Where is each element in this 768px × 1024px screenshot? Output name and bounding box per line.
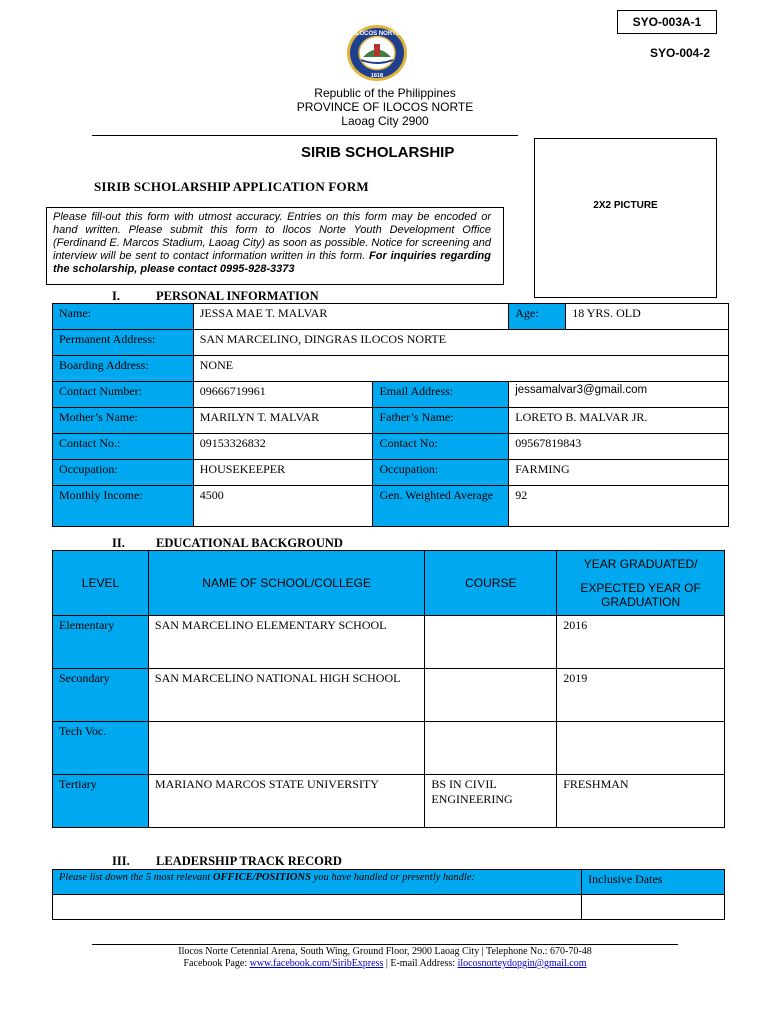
form-code-secondary: SYO-004-2	[650, 46, 711, 60]
header-province: PROVINCE OF ILOCOS NORTE	[296, 100, 474, 114]
course-cell[interactable]	[425, 722, 557, 775]
age-field[interactable]: 18 YRS. OLD	[566, 304, 729, 330]
year-cell[interactable]: 2016	[557, 616, 725, 669]
level-cell: Secondary	[53, 669, 149, 722]
permanent-address-field[interactable]: SAN MARCELINO, DINGRAS ILOCOS NORTE	[193, 330, 728, 356]
form-subtitle: SIRIB SCHOLARSHIP APPLICATION FORM	[94, 179, 369, 194]
inclusive-dates-header: Inclusive Dates	[582, 870, 725, 895]
col-school: NAME OF SCHOOL/COLLEGE	[148, 551, 424, 616]
gwa-field[interactable]: 92	[509, 486, 729, 527]
level-cell: Tech Voc.	[53, 722, 149, 775]
boarding-address-field[interactable]: NONE	[193, 356, 728, 382]
section-personal-heading	[112, 289, 319, 304]
mother-occupation-field[interactable]: HOUSEKEEPER	[193, 460, 373, 486]
dates-cell[interactable]	[582, 895, 725, 920]
school-cell[interactable]	[148, 722, 424, 775]
father-occupation-field[interactable]: FARMING	[509, 460, 729, 486]
level-cell: Tertiary	[53, 775, 149, 828]
mother-contact-field[interactable]: 09153326832	[193, 434, 373, 460]
section-title: PERSONAL INFORMATION	[156, 289, 319, 303]
instructions-text: Please fill-out this form with utmost accuracy. Entries on this form may be encoded or hand written. Please submit this form to Ilocos Norte Youth Development Office (Ferdinand E. Marcos Stadium, Laoag City) as soon as possible. Notice for screening and interview will be sent to contact information written in this form.	[53, 211, 491, 262]
section-education-heading	[112, 536, 343, 551]
school-cell[interactable]: SAN MARCELINO ELEMENTARY SCHOOL	[148, 616, 424, 669]
level-cell: Elementary	[53, 616, 149, 669]
section-number: I.	[112, 289, 120, 303]
mother-name-field[interactable]: MARILYN T. MALVAR	[193, 408, 373, 434]
section-number: II.	[112, 536, 125, 550]
ilocos-norte-seal-icon	[346, 24, 408, 82]
father-contact-field[interactable]: 09567819843	[509, 434, 729, 460]
year-cell[interactable]: FRESHMAN	[557, 775, 725, 828]
gwa-label: Gen. Weighted Average	[373, 486, 509, 527]
header-city: Laoag City 2900	[341, 114, 429, 128]
education-table	[52, 550, 725, 828]
footer-contacts	[92, 958, 678, 969]
svg-text:1818: 1818	[370, 73, 384, 79]
course-cell[interactable]: BS IN CIVIL ENGINEERING	[425, 775, 557, 828]
mother-occupation-label: Occupation:	[53, 460, 194, 486]
leadership-note-bold: OFFICE/POSITIONS	[212, 872, 311, 883]
mother-name-label: Mother’s Name:	[53, 408, 194, 434]
leadership-note-post: you have handled or presently handle:	[310, 872, 475, 883]
svg-text:ILOCOS NORTE: ILOCOS NORTE	[354, 31, 400, 37]
footer-address: Ilocos Norte Cetennial Arena, South Wing, Ground Floor, 2900 Laoag City | Telephone No.: 670-70-48	[178, 946, 592, 957]
picture-box[interactable]	[534, 138, 717, 298]
course-cell[interactable]	[425, 616, 557, 669]
instructions-box	[46, 207, 504, 285]
form-code-box: SYO-003A-1	[617, 10, 717, 34]
age-label: Age:	[509, 304, 566, 330]
section-title: EDUCATIONAL BACKGROUND	[156, 536, 343, 550]
father-contact-label: Contact No:	[373, 434, 509, 460]
email-label: Email Address:	[373, 382, 509, 408]
table-row	[53, 722, 725, 775]
school-cell[interactable]: SAN MARCELINO NATIONAL HIGH SCHOOL	[148, 669, 424, 722]
mother-contact-label: Contact No.:	[53, 434, 194, 460]
section-leadership-heading	[112, 854, 342, 869]
school-cell[interactable]: MARIANO MARCOS STATE UNIVERSITY	[148, 775, 424, 828]
col-level: LEVEL	[53, 551, 149, 616]
father-name-field[interactable]: LORETO B. MALVAR JR.	[509, 408, 729, 434]
table-row	[53, 616, 725, 669]
course-cell[interactable]	[425, 669, 557, 722]
contact-number-field[interactable]: 09666719961	[193, 382, 373, 408]
instructions-inquiry: For inquiries regarding the scholarship, please contact 0995-928-3373	[53, 250, 491, 275]
year-cell[interactable]: 2019	[557, 669, 725, 722]
leadership-note	[53, 870, 582, 895]
permanent-address-label: Permanent Address:	[53, 330, 194, 356]
email-address-label: | E-mail Address:	[383, 958, 458, 969]
email-link[interactable]: ilocosnorteydopgin@gmail.com	[457, 958, 587, 969]
section-title: LEADERSHIP TRACK RECORD	[156, 854, 342, 868]
page-title: SIRIB SCHOLARSHIP	[301, 144, 455, 161]
name-field[interactable]: JESSA MAE T. MALVAR	[193, 304, 508, 330]
facebook-link[interactable]: www.facebook.com/SiribExpress	[249, 958, 384, 969]
section-number: III.	[112, 854, 130, 868]
header-republic: Republic of the Philippines	[314, 86, 456, 100]
father-occupation-label: Occupation:	[373, 460, 509, 486]
table-row	[53, 775, 725, 828]
footer-rule	[92, 944, 678, 945]
col-year-line1: YEAR GRADUATED/	[583, 557, 698, 571]
contact-number-label: Contact Number:	[53, 382, 194, 408]
facebook-label: Facebook Page:	[183, 958, 250, 969]
leadership-note-pre: Please list down the 5 most relevant	[59, 872, 213, 883]
leadership-table	[52, 869, 725, 920]
personal-info-table	[52, 303, 729, 527]
boarding-address-label: Boarding Address:	[53, 356, 194, 382]
name-label: Name:	[53, 304, 194, 330]
col-year-line2: EXPECTED YEAR OF GRADUATION	[580, 581, 701, 609]
year-cell[interactable]	[557, 722, 725, 775]
monthly-income-field[interactable]: 4500	[193, 486, 373, 527]
monthly-income-label: Monthly Income:	[53, 486, 194, 527]
header-rule	[92, 135, 518, 136]
col-year	[557, 551, 725, 616]
picture-label: 2X2 PICTURE	[593, 200, 658, 211]
position-cell[interactable]	[53, 895, 582, 920]
email-field[interactable]: jessamalvar3@gmail.com	[509, 382, 729, 408]
father-name-label: Father’s Name:	[373, 408, 509, 434]
table-row	[53, 669, 725, 722]
col-course: COURSE	[425, 551, 557, 616]
